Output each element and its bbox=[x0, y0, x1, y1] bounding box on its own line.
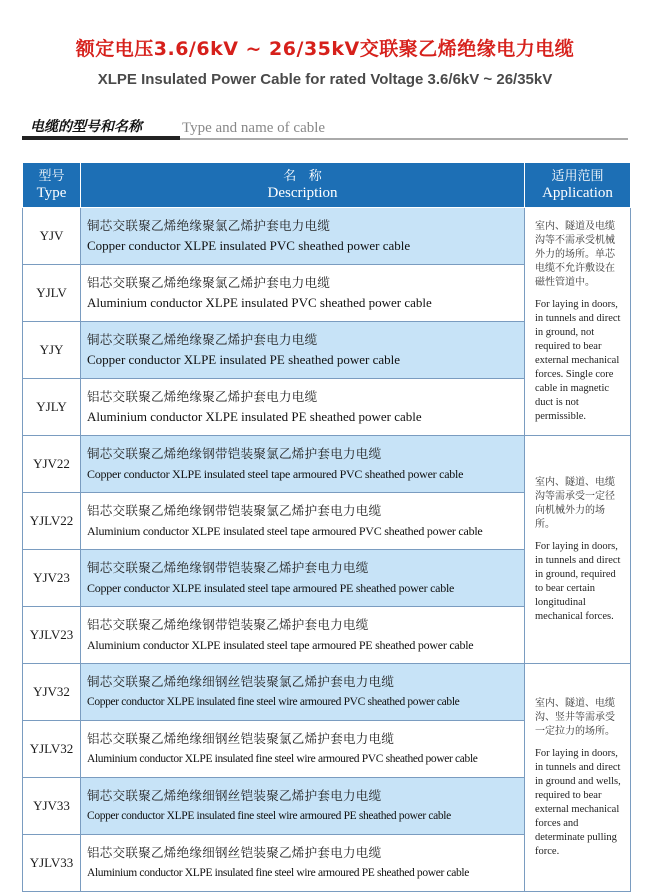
application-cn: 室内、隧道及电缆沟等不需承受机械外力的场所。单芯电缆不允许敷设在磁性管道中。 bbox=[535, 220, 615, 288]
description-header-cn: 名 称 bbox=[283, 169, 322, 184]
cable-type: YJV32 bbox=[23, 664, 81, 721]
description-cn: 铜芯交联聚乙烯绝缘钢带铠装聚氯乙烯护套电力电缆 bbox=[87, 446, 382, 461]
section-title-english: Type and name of cable bbox=[182, 120, 326, 136]
cable-type: YJLY bbox=[23, 379, 81, 436]
cable-description bbox=[81, 436, 525, 493]
cable-type: YJV22 bbox=[23, 436, 81, 493]
description-en: Aluminium conductor XLPE insulated steel tape armoured PE sheathed power cable bbox=[87, 638, 474, 652]
application-cell bbox=[525, 664, 631, 892]
cable-description bbox=[81, 493, 525, 550]
application-cn: 室内、隧道、电缆沟、竖井等需承受一定拉力的场所。 bbox=[535, 697, 615, 737]
cable-description bbox=[81, 208, 525, 265]
section-divider-light bbox=[180, 138, 628, 140]
cable-description bbox=[81, 322, 525, 379]
type-header-en: Type bbox=[36, 185, 67, 201]
description-cn: 铜芯交联聚乙烯绝缘钢带铠装聚乙烯护套电力电缆 bbox=[87, 560, 369, 575]
cable-type: YJLV33 bbox=[23, 835, 81, 892]
application-header-cn: 适用范围 bbox=[551, 169, 604, 184]
cable-description bbox=[81, 835, 525, 892]
description-cn: 铝芯交联聚乙烯绝缘钢带铠装聚氯乙烯护套电力电缆 bbox=[87, 503, 382, 518]
description-en: Copper conductor XLPE insulated steel tape armoured PVC sheathed power cable bbox=[87, 467, 464, 481]
description-en: Aluminium conductor XLPE insulated PE sheathed power cable bbox=[87, 409, 422, 424]
table-row bbox=[23, 664, 631, 721]
description-en: Copper conductor XLPE insulated steel tape armoured PE sheathed power cable bbox=[87, 581, 455, 595]
description-cn: 铜芯交联聚乙烯绝缘聚乙烯护套电力电缆 bbox=[87, 332, 318, 347]
description-header-en: Description bbox=[267, 185, 338, 201]
description-en: Copper conductor XLPE insulated PVC sheathed power cable bbox=[87, 238, 411, 253]
cable-type: YJY bbox=[23, 322, 81, 379]
cable-description bbox=[81, 550, 525, 607]
description-cn: 铜芯交联聚乙烯绝缘细钢丝铠装聚乙烯护套电力电缆 bbox=[87, 788, 382, 803]
cable-type: YJV23 bbox=[23, 550, 81, 607]
application-en: For laying in doors, in tunnels and direct in ground, required to bear certain longitudinal mechanical forces. bbox=[535, 540, 621, 622]
cable-description bbox=[81, 664, 525, 721]
cable-description bbox=[81, 265, 525, 322]
cable-type: YJV bbox=[23, 208, 81, 265]
cable-type: YJLV23 bbox=[23, 607, 81, 664]
application-cn: 室内、隧道、电缆沟等需承受一定径向机械外力的场所。 bbox=[535, 476, 615, 530]
application-cell bbox=[525, 208, 631, 436]
cable-type: YJLV22 bbox=[23, 493, 81, 550]
description-cn: 铝芯交联聚乙烯绝缘钢带铠装聚乙烯护套电力电缆 bbox=[87, 617, 369, 632]
description-en: Aluminium conductor XLPE insulated steel tape armoured PVC sheathed power cable bbox=[87, 524, 483, 538]
description-en: Aluminium conductor XLPE insulated fine steel wire armoured PE sheathed power cable bbox=[87, 867, 469, 879]
description-cn: 铝芯交联聚乙烯绝缘细钢丝铠装聚氯乙烯护套电力电缆 bbox=[87, 731, 395, 746]
description-en: Copper conductor XLPE insulated fine steel wire armoured PE sheathed power cable bbox=[87, 810, 451, 822]
cable-description bbox=[81, 778, 525, 835]
application-column-header bbox=[525, 163, 631, 208]
description-cn: 铝芯交联聚乙烯绝缘聚氯乙烯护套电力电缆 bbox=[87, 275, 331, 290]
application-en: For laying in doors, in tunnels and direct in ground, not required to bear external mechanical forces. Single core cable in magnetic duct is not permissible. bbox=[535, 298, 621, 422]
page-title-chinese: 额定电压3.6/6kV ~ 26/35kV交联聚乙烯绝缘电力电缆 bbox=[75, 38, 575, 60]
type-header-cn: 型号 bbox=[38, 169, 65, 184]
application-en: For laying in doors, in tunnels and direct in ground and wells, required to bear external mechanical forces and determinate pulling force. bbox=[535, 747, 621, 857]
table-row bbox=[23, 208, 631, 265]
description-cn: 铜芯交联聚乙烯绝缘细钢丝铠装聚氯乙烯护套电力电缆 bbox=[87, 674, 395, 689]
page-title-english: XLPE Insulated Power Cable for rated Voltage 3.6/6kV ~ 26/35kV bbox=[97, 71, 553, 88]
cable-description bbox=[81, 721, 525, 778]
description-cn: 铝芯交联聚乙烯绝缘聚乙烯护套电力电缆 bbox=[87, 389, 318, 404]
cable-type: YJLV32 bbox=[23, 721, 81, 778]
description-en: Copper conductor XLPE insulated PE sheathed power cable bbox=[87, 352, 400, 367]
cable-type: YJV33 bbox=[23, 778, 81, 835]
application-cell bbox=[525, 436, 631, 664]
section-title-chinese: 电缆的型号和名称 bbox=[30, 119, 142, 135]
cable-type-table bbox=[22, 162, 631, 892]
description-en: Copper conductor XLPE insulated fine steel wire armoured PVC sheathed power cable bbox=[87, 696, 460, 708]
type-column-header bbox=[23, 163, 81, 208]
description-column-header bbox=[81, 163, 525, 208]
cable-description bbox=[81, 379, 525, 436]
table-header-row bbox=[23, 163, 631, 208]
section-divider-dark bbox=[22, 136, 180, 140]
application-header-en: Application bbox=[542, 185, 613, 201]
description-cn: 铜芯交联聚乙烯绝缘聚氯乙烯护套电力电缆 bbox=[87, 218, 331, 233]
description-cn: 铝芯交联聚乙烯绝缘细钢丝铠装聚乙烯护套电力电缆 bbox=[87, 845, 382, 860]
cable-type: YJLV bbox=[23, 265, 81, 322]
table-row bbox=[23, 436, 631, 493]
cable-description bbox=[81, 607, 525, 664]
description-en: Aluminium conductor XLPE insulated PVC sheathed power cable bbox=[87, 295, 432, 310]
description-en: Aluminium conductor XLPE insulated fine steel wire armoured PVC sheathed power cable bbox=[87, 753, 478, 765]
